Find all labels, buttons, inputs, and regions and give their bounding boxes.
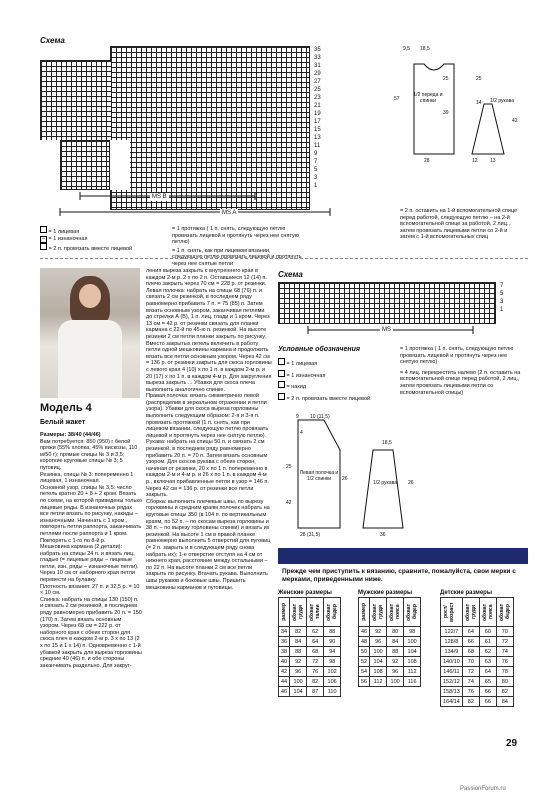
page-number: 29 — [506, 738, 518, 749]
legend-cable: = 2 п. оставить на 1-й вспомогательной спице перед работой, следующую петлю – на 2-й вспомогательной спице за работой, 2 лиц., затем провязать лицевыми петли со 2-й и затем с 1-й вспомогательных спиц — [400, 208, 518, 241]
watermark: PassionForum.ru — [460, 786, 506, 792]
legend-mid-right: = 1 протяжка ( 1 п. снять, следующую петлю провязать лицевой и протянуть через нее снятую петлю) = 4 лиц. перекрестить налево (2 п. оставить на вспомогательной спице перед работой, 2 лиц., затем провязать лицевыми петли со вспомогательной спицы) — [400, 346, 521, 396]
model-subtitle: Белый жакет — [40, 419, 86, 426]
ms-b-label: MS B — [152, 194, 167, 200]
model-photo — [40, 268, 140, 398]
legend-top-mid: = 1 протяжка ( 1 п. снять, следующую петлю провязать лицевой и протянуть через нее снятую петлю) = 1 п. снять, как при лицевом вязании, следующую петлю провязать лицевой и протянуть через нее снятые петли — [172, 226, 302, 267]
schema-title-mid: Схема — [278, 270, 303, 279]
men-size-table: Мужские размеры размер обхват груди обхват пояса обхват бедер 46 92 80 98 48 96 84 100 50 100 88 104 52 104 92 108 54 108 96 112 56 112 100 116 — [358, 590, 421, 687]
model-text-col1: Размеры: 38/40 (44/46) Вам потребуется: 850 (950) г белой пряжи (55% хлопка, 45% вискозы, 110 м/50 г); прямые спицы № 3 и 3,5; короткие круговые спицы № 3; 5 пуговиц. Резинка, спицы № 3: попеременно 1 лицевая, 1 изнаночная. Основной узор, спицы № 3,5: число петель кратно 20 + 8 + 2 кром. Вязать по схеме, на которой приведены только лицевые ряды. В изнаночных рядах все петли вязать по рисунку, накиды – изнаночными. Начинать с 1 кром., повторять петли раппорта, заканчивать петлями после раппорта и 1 кром. Повторять с 1-го по 8-й р. Мешковина кармана (2 детали): набрать на спицы 24 п. и вязать лиц. гладью (= лицевые ряды – лицевые петли, изн. ряды – изнаночные петли). Через 10 см от наборного края петли перевести на булавку. Плотность вязания: 27 п. и 32,5 р. = 10 × 10 см. Спинка: набрать на спицы 130 (150) п. и связать 2 см резинкой, в последнем ряду равномерно прибавить 20 п. = 150 (170) п. Затем вязать основным узором. Через 68 см = 222 р. от наборного края с обеих сторон для скоса плеч в каждом 2-м р. 3 х по 13 (2 х по 15 и 1 х 14) п. Одновременно с 1-й убавкой закрыть для выреза горловины средние 40 (46) п. и обе стороны заканчивать раздельно. Для закруг- — [40, 432, 142, 669]
knitting-chart-top — [110, 46, 310, 210]
kids-size-table: Детские размеры рост/возраст обхват груди обхват пояса обхват бедер 122/7 64 60 70 128/8 66 61 72 134/9 68 62 74 140/10 70 63 76 146/11 72 64 78 152/12 74 65 80 158/13 76 66 82 164/14 82 66 84 — [440, 590, 514, 707]
legend-top-left: = 1 лицевая – = 1 изнаночная = 2 п. провязать вместе лицевой — [40, 226, 170, 252]
model-title: Модель 4 — [40, 402, 92, 414]
schema-title-top: Схема — [40, 36, 65, 45]
women-size-table: Женские размеры размер обхват груди обхват талии обхват бедер 34 82 62 88 36 84 64 90 38 88 68 94 40 92 72 98 42 96 76 102 44 100 82 106 46 104 87 110 — [278, 590, 341, 697]
pattern-schematic-top — [384, 44, 524, 174]
ms-brackets — [40, 188, 340, 218]
legend-mid-left: = 1 лицевая = 1 изнаночная = накид = 2 п. провязать вместе лицевой — [278, 358, 398, 402]
measure-note: Прежде чем приступить к вязанию, сравните, пожалуйста, свои мерки с мерками, приведенными ниже. — [282, 568, 516, 583]
row-numbers: 35 33 31 29 27 25 23 21 19 17 15 13 11 9 7 5 3 1 — [314, 47, 321, 189]
section-divider-bar — [278, 548, 528, 564]
knitting-chart-mid — [278, 282, 496, 324]
legend-mid-title: Условные обозначения — [278, 346, 361, 353]
ms-a-label: MS A — [222, 210, 237, 216]
model-text-col2: ления выреза закрыть с внутреннего края в каждом 2-м р. 2 х по 2 п. Оставшиеся 12 (14) п. плечо закрыть через 70 см = 228 р. от резинки. Левая полочка: набрать на спицы 68 (76) п. и связать 2 см резинкой, в последнем ряду равномерно прибавить 7 п. = 75 (85) п. Затем вязать основным узором, заканчивая петлями до стрелки А (В), 1 п. лиц. глади и 1 кром. Через 13 см = 42 р. от резинки связать для планки кармана с 22-й по 45-ю п. резинкой. На высоте резинки 2 см петли планки закрыть по рисунку. Вместо закрытых петель включить в работу петли одной мешковины кармана и продолжить вязать все петли основным узором. Через 42 см = 136 р. от резинки закрыть для скоса горловины с левого края 4 (10) х по 1 п. в каждом 2-м р. и 20 (17) х по 1 п. в каждом 4-м р. Для закругления выреза закрыть ... Убавки для скоса плеча выполнить аналогично спинке. Правая полочка: вязать симметрично левой (распределив в зеркальном отражении и петли узора). Убавки для скоса выреза горловины выполнить следующим образом: 2-я и 3-я п. провязать протяжкой (1 п. снять, как при лицевом вязании, следующую петлю провязать лицевой и протянуть через нее снятую петлю). Рукава: набрать на спицы 50 п. и связать 2 см резинкой, в последнем ряду равномерно прибавить 20 п. = 70 п. Затем вязать основным узором. Для скосов рукава с обеих сторон, начиная от резинки, 20 х по 1 п. попеременно в каждом 2-м и 4-м р. и 26 х по 1 п. в каждом 4-м р., включая прибавленные петли в узор = 146 п. Через 42 см = 136 р. от резинки все петли закрыть. Сборка: выполнить плечевые швы, по вырезу горловины и средним краям полочек набрать на круговые спицы 350 (в 104 п. по вертикальным краям, по 52 п. – по скосам выреза горловины и 38 п. – по вырезу горловины спинки) и вязать их резинкой. На высоте 1 см в правой планке равномерно выполнить 5 отверстий для пуговиц (= 2 п. закрыть и в следующем ряду снова набрать их); 1-е отверстие отступя на 4 см от нижнего края, расстояние между остальными – по 22 п. На высоте планки 2 см все петли закрыть по рисунку. Втачать рукава. Выполнить швы рукавов и боковые швы. Пришить мешковины карманов и пуговицы. — [146, 268, 272, 591]
mid-row-numbers: 7 5 3 1 — [500, 283, 504, 313]
ms-mid-label: MS — [382, 327, 391, 333]
